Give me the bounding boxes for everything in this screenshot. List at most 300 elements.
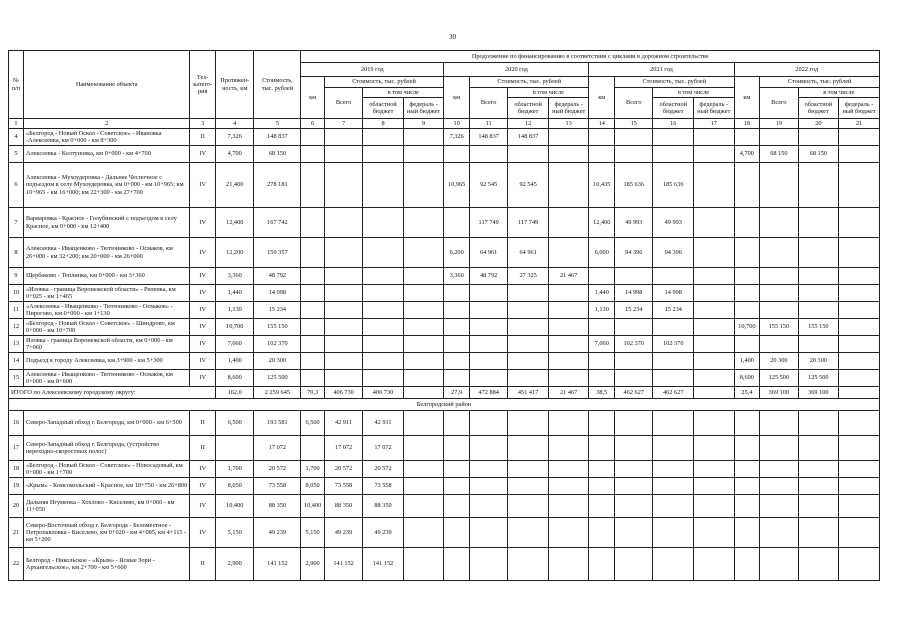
- total-cell: 451 417: [508, 387, 549, 399]
- table-cell: [508, 285, 549, 302]
- table-cell: [469, 146, 507, 163]
- table-cell: 14 998: [615, 285, 653, 302]
- table-cell: [469, 411, 507, 436]
- table-cell: [469, 495, 507, 518]
- table-cell: [469, 518, 507, 548]
- row-number: 5: [9, 146, 24, 163]
- total-cell: 21 467: [548, 387, 589, 399]
- table-row: [9, 518, 880, 548]
- table-cell: [548, 319, 589, 336]
- table-cell: [508, 146, 549, 163]
- table-cell: [589, 146, 615, 163]
- table-cell: 17 072: [254, 436, 301, 461]
- table-cell: [508, 461, 549, 478]
- table-cell: 2,900: [216, 548, 254, 581]
- table-cell: [760, 548, 798, 581]
- table-cell: [839, 336, 880, 353]
- header-km: км: [301, 77, 324, 119]
- table-cell: 278 181: [254, 163, 301, 208]
- header-cost-sub: Стоимость, тыс. рублей: [324, 77, 444, 88]
- table-cell: [615, 436, 653, 461]
- table-cell: [301, 370, 324, 387]
- object-name: «Белгород - Новый Оскол - Советское» - Шиндрово, км 0+000 - км 10+700: [23, 319, 189, 336]
- table-cell: [589, 436, 615, 461]
- row-number: 19: [9, 478, 24, 495]
- table-cell: [589, 548, 615, 581]
- table-cell: [508, 411, 549, 436]
- table-cell: [508, 302, 549, 319]
- table-row: [9, 146, 880, 163]
- table-cell: 15 234: [615, 302, 653, 319]
- table-cell: 4,700: [734, 146, 760, 163]
- column-numbers-row: [9, 119, 880, 129]
- table-cell: 94 396: [653, 238, 694, 268]
- total-cell: [839, 387, 880, 399]
- table-cell: 20 572: [254, 461, 301, 478]
- table-cell: 117 749: [508, 208, 549, 238]
- header-km: км: [444, 77, 470, 119]
- total-cell: 406 730: [324, 387, 362, 399]
- object-name: Иловка - граница Воронежской области, км 0+000 - км 7+060: [23, 336, 189, 353]
- table-cell: 6,500: [301, 411, 324, 436]
- table-cell: [694, 411, 735, 436]
- table-cell: IV: [190, 478, 216, 495]
- table-cell: [469, 436, 507, 461]
- table-cell: [653, 370, 694, 387]
- table-cell: [615, 478, 653, 495]
- total-cell: 369 100: [798, 387, 839, 399]
- table-cell: [469, 353, 507, 370]
- table-cell: [301, 302, 324, 319]
- table-cell: [324, 319, 362, 336]
- table-cell: [508, 436, 549, 461]
- table-cell: [444, 495, 470, 518]
- table-cell: [548, 302, 589, 319]
- row-number: 15: [9, 370, 24, 387]
- table-cell: [403, 478, 444, 495]
- table-cell: 6,200: [444, 238, 470, 268]
- table-cell: [615, 495, 653, 518]
- table-cell: [548, 208, 589, 238]
- object-name: «Алексеевка - Иващенково - Тютюниково - Осмаков» - Пирогово, км 0+000 - км 1+130: [23, 302, 189, 319]
- table-cell: [694, 478, 735, 495]
- total-cell: 462 627: [653, 387, 694, 399]
- table-cell: IV: [190, 285, 216, 302]
- column-number: 11: [469, 119, 507, 129]
- table-cell: [301, 163, 324, 208]
- table-cell: [589, 129, 615, 146]
- header-year-2022: 2022 год: [734, 63, 879, 77]
- row-number: 16: [9, 411, 24, 436]
- header-incl: в том числе: [508, 88, 589, 98]
- table-cell: [615, 146, 653, 163]
- table-cell: [469, 336, 507, 353]
- table-cell: [444, 302, 470, 319]
- table-cell: [324, 208, 362, 238]
- table-cell: [363, 285, 404, 302]
- table-cell: 148 837: [469, 129, 507, 146]
- table-cell: IV: [190, 495, 216, 518]
- header-incl: в том числе: [363, 88, 444, 98]
- row-number: 17: [9, 436, 24, 461]
- table-cell: [363, 353, 404, 370]
- financing-table: [8, 50, 880, 581]
- table-cell: [798, 495, 839, 518]
- table-cell: [324, 285, 362, 302]
- table-cell: [403, 129, 444, 146]
- table-cell: IV: [190, 268, 216, 285]
- table-cell: [798, 461, 839, 478]
- table-cell: [760, 163, 798, 208]
- object-name: Щербаково - Теплинка, км 0+000 - км 3+360: [23, 268, 189, 285]
- table-row: [9, 336, 880, 353]
- table-cell: [469, 548, 507, 581]
- table-cell: [444, 411, 470, 436]
- table-cell: 48 792: [469, 268, 507, 285]
- table-cell: [324, 268, 362, 285]
- table-cell: 49 239: [363, 518, 404, 548]
- table-cell: 68 150: [254, 146, 301, 163]
- table-cell: 125 500: [760, 370, 798, 387]
- table-cell: [403, 208, 444, 238]
- table-cell: [734, 518, 760, 548]
- header-category: Тех- катего- рия: [190, 51, 216, 119]
- table-cell: 64 961: [469, 238, 507, 268]
- table-cell: [403, 146, 444, 163]
- row-number: 21: [9, 518, 24, 548]
- table-cell: [760, 478, 798, 495]
- table-cell: [760, 238, 798, 268]
- table-cell: 102 370: [254, 336, 301, 353]
- table-cell: 1,130: [589, 302, 615, 319]
- table-cell: [694, 146, 735, 163]
- table-cell: [548, 146, 589, 163]
- table-cell: [403, 370, 444, 387]
- table-cell: [760, 268, 798, 285]
- table-cell: 125 500: [798, 370, 839, 387]
- header-cost-sub: Стоимость, тыс. рублей: [615, 77, 735, 88]
- table-cell: 20 300: [798, 353, 839, 370]
- table-cell: [363, 163, 404, 208]
- table-cell: [324, 146, 362, 163]
- table-cell: 102 370: [653, 336, 694, 353]
- table-cell: 7,060: [589, 336, 615, 353]
- table-cell: [734, 461, 760, 478]
- total-cell: 25,4: [734, 387, 760, 399]
- table-cell: 148 837: [508, 129, 549, 146]
- object-name: Белгород - Никольское - «Крым» - Ясные Зори - Архангельское», км 2+700 - км 5+600: [23, 548, 189, 581]
- table-row: [9, 129, 880, 146]
- header-length: Протяжен- ность, км: [216, 51, 254, 119]
- table-cell: [798, 285, 839, 302]
- table-cell: [839, 302, 880, 319]
- table-cell: 20 300: [254, 353, 301, 370]
- table-cell: [403, 238, 444, 268]
- total-cell: 2 259 645: [254, 387, 301, 399]
- object-name: Подъезд к городу Алексеевка, км 3+900 - км 5+300: [23, 353, 189, 370]
- row-number: 4: [9, 129, 24, 146]
- table-cell: [589, 411, 615, 436]
- table-cell: [301, 285, 324, 302]
- table-cell: [363, 129, 404, 146]
- table-cell: IV: [190, 353, 216, 370]
- table-cell: 92 545: [508, 163, 549, 208]
- table-cell: [798, 518, 839, 548]
- total-cell: 38,5: [589, 387, 615, 399]
- table-cell: [301, 208, 324, 238]
- table-cell: 3,360: [444, 268, 470, 285]
- table-cell: [734, 436, 760, 461]
- row-number: 10: [9, 285, 24, 302]
- table-cell: [469, 370, 507, 387]
- table-cell: 14 998: [653, 285, 694, 302]
- table-cell: 155 150: [760, 319, 798, 336]
- table-cell: [798, 163, 839, 208]
- table-cell: [444, 319, 470, 336]
- table-row: [9, 208, 880, 238]
- table-cell: 185 636: [615, 163, 653, 208]
- table-cell: [444, 478, 470, 495]
- table-cell: 102 370: [615, 336, 653, 353]
- table-cell: [615, 518, 653, 548]
- table-cell: 7,060: [216, 336, 254, 353]
- total-row: [9, 387, 880, 399]
- table-cell: [694, 302, 735, 319]
- table-row: [9, 285, 880, 302]
- table-cell: [798, 208, 839, 238]
- table-cell: [798, 411, 839, 436]
- table-cell: 21,400: [216, 163, 254, 208]
- total-cell: [403, 387, 444, 399]
- table-cell: [508, 495, 549, 518]
- table-cell: [653, 518, 694, 548]
- header-km: км: [734, 77, 760, 119]
- table-cell: 88 350: [254, 495, 301, 518]
- header-cost-sub: Стоимость, тыс. рублей: [469, 77, 589, 88]
- row-number: 20: [9, 495, 24, 518]
- table-cell: 1,400: [734, 353, 760, 370]
- row-number: 7: [9, 208, 24, 238]
- table-cell: [324, 129, 362, 146]
- table-row: [9, 495, 880, 518]
- table-cell: [694, 370, 735, 387]
- table-cell: [301, 238, 324, 268]
- table-cell: [301, 336, 324, 353]
- table-cell: [589, 461, 615, 478]
- table-cell: [548, 478, 589, 495]
- object-name: Варваровка - Красное - Голубинский с подъездом к селу Красное, км 0+000 - км 12+400: [23, 208, 189, 238]
- table-cell: 20 572: [324, 461, 362, 478]
- table-cell: [469, 302, 507, 319]
- table-cell: [734, 495, 760, 518]
- table-cell: [839, 548, 880, 581]
- table-cell: [839, 146, 880, 163]
- table-cell: 10,400: [216, 495, 254, 518]
- table-cell: [839, 495, 880, 518]
- table-cell: [734, 129, 760, 146]
- table-cell: 42 911: [363, 411, 404, 436]
- table-cell: [760, 461, 798, 478]
- table-cell: IV: [190, 238, 216, 268]
- table-cell: [653, 268, 694, 285]
- table-cell: 49 993: [615, 208, 653, 238]
- table-cell: [548, 238, 589, 268]
- table-cell: [839, 461, 880, 478]
- table-cell: 1,700: [216, 461, 254, 478]
- table-cell: [324, 163, 362, 208]
- table-row: [9, 370, 880, 387]
- table-cell: [653, 146, 694, 163]
- table-cell: [839, 208, 880, 238]
- table-cell: 8,050: [301, 478, 324, 495]
- table-cell: [798, 129, 839, 146]
- table-cell: 12,400: [216, 208, 254, 238]
- table-cell: [760, 336, 798, 353]
- column-number: 12: [508, 119, 549, 129]
- total-cell: 472 884: [469, 387, 507, 399]
- table-cell: 167 742: [254, 208, 301, 238]
- total-cell: 406 730: [363, 387, 404, 399]
- table-cell: [548, 129, 589, 146]
- header-regional: областной бюджет: [653, 98, 694, 119]
- table-row: [9, 163, 880, 208]
- table-cell: [615, 319, 653, 336]
- table-cell: [403, 319, 444, 336]
- table-cell: IV: [190, 319, 216, 336]
- column-number: 14: [589, 119, 615, 129]
- table-cell: 48 792: [254, 268, 301, 285]
- header-incl: в том числе: [798, 88, 879, 98]
- table-cell: 10,435: [589, 163, 615, 208]
- column-number: 9: [403, 119, 444, 129]
- table-cell: IV: [190, 208, 216, 238]
- table-cell: [444, 353, 470, 370]
- header-federal: федераль - ный бюджет: [548, 98, 589, 119]
- table-cell: II: [190, 411, 216, 436]
- table-row: [9, 238, 880, 268]
- table-cell: [798, 436, 839, 461]
- table-cell: [694, 518, 735, 548]
- table-cell: 185 636: [653, 163, 694, 208]
- row-number: 22: [9, 548, 24, 581]
- object-name: Алексеевка - Мухоудеровка - Дальнее Чесночное с подъездом к селу Мухоудеровка, км 0+000 - км 10+965; км 10+965 - км 16+000; км 22+300 - км 27+700: [23, 163, 189, 208]
- table-cell: [403, 461, 444, 478]
- table-cell: [839, 370, 880, 387]
- table-cell: [548, 548, 589, 581]
- table-cell: II: [190, 129, 216, 146]
- table-cell: [615, 548, 653, 581]
- table-cell: [301, 268, 324, 285]
- table-cell: [694, 353, 735, 370]
- table-cell: [403, 548, 444, 581]
- table-cell: [403, 163, 444, 208]
- header-total: Всего: [469, 88, 507, 119]
- column-number: 8: [363, 119, 404, 129]
- table-cell: 68 150: [760, 146, 798, 163]
- table-cell: [301, 129, 324, 146]
- table-cell: [324, 336, 362, 353]
- table-cell: [839, 238, 880, 268]
- table-cell: [589, 319, 615, 336]
- header-name: Наименование объекта: [23, 51, 189, 119]
- table-cell: [444, 146, 470, 163]
- total-label: ИТОГО по Алексеевскому городскому округу:: [9, 387, 216, 399]
- table-cell: 10,965: [444, 163, 470, 208]
- table-cell: [444, 370, 470, 387]
- object-name: «Белгород - Новый Оскол - Советское» - Ивановка -Алексеевка, км 0+000 - км 8+300: [23, 129, 189, 146]
- table-cell: 1,700: [301, 461, 324, 478]
- table-cell: [444, 548, 470, 581]
- table-cell: [734, 302, 760, 319]
- table-cell: [760, 302, 798, 319]
- table-cell: 27 325: [508, 268, 549, 285]
- total-cell: 162,0: [216, 387, 254, 399]
- table-cell: [469, 319, 507, 336]
- table-cell: 6,000: [589, 238, 615, 268]
- table-cell: 141 152: [324, 548, 362, 581]
- table-cell: 155 150: [254, 319, 301, 336]
- column-number: 3: [190, 119, 216, 129]
- table-cell: 15 234: [653, 302, 694, 319]
- table-cell: 5,150: [216, 518, 254, 548]
- table-cell: [548, 495, 589, 518]
- object-name: Дальняя Игуменка - Хохлово - Киселево, км 0+060 - км 11+050: [23, 495, 189, 518]
- table-cell: [839, 268, 880, 285]
- table-cell: [615, 268, 653, 285]
- table-cell: 21 467: [548, 268, 589, 285]
- section-title: Белгородский район: [9, 399, 880, 411]
- table-cell: 64 961: [508, 238, 549, 268]
- table-cell: [760, 208, 798, 238]
- table-cell: [301, 319, 324, 336]
- table-cell: [653, 129, 694, 146]
- object-name: Алексеевка - Иващенково - Тютюниково - Осмаков, км 26+000 - км 32+200; км 20+000 - км 26+000: [23, 238, 189, 268]
- table-cell: [508, 319, 549, 336]
- table-cell: 10,700: [734, 319, 760, 336]
- table-cell: 7,326: [216, 129, 254, 146]
- table-cell: [363, 302, 404, 319]
- header-total: Всего: [760, 88, 798, 119]
- table-cell: IV: [190, 302, 216, 319]
- table-row: [9, 548, 880, 581]
- table-cell: 1,440: [589, 285, 615, 302]
- column-number: 18: [734, 119, 760, 129]
- table-cell: [324, 353, 362, 370]
- header-cost-sub: Стоимость, тыс. рублей: [760, 77, 880, 88]
- table-cell: [403, 436, 444, 461]
- table-cell: 20 572: [363, 461, 404, 478]
- table-cell: [589, 370, 615, 387]
- table-cell: [694, 495, 735, 518]
- table-cell: [589, 518, 615, 548]
- table-cell: [694, 285, 735, 302]
- table-cell: [324, 370, 362, 387]
- table-cell: [444, 208, 470, 238]
- table-cell: [324, 302, 362, 319]
- header-cost: Стоимость, тыс. рублей: [254, 51, 301, 119]
- table-cell: 3,360: [216, 268, 254, 285]
- column-number: 2: [23, 119, 189, 129]
- table-cell: II: [190, 548, 216, 581]
- header-incl: в том числе: [653, 88, 734, 98]
- table-cell: [694, 268, 735, 285]
- table-row: [9, 478, 880, 495]
- header-federal: федераль - ный бюджет: [839, 98, 880, 119]
- table-cell: IV: [190, 461, 216, 478]
- table-cell: [798, 478, 839, 495]
- object-name: «Крым» - Комсомольский - Красное, км 18+750 - км 26+800: [23, 478, 189, 495]
- header-federal: федераль - ный бюджет: [694, 98, 735, 119]
